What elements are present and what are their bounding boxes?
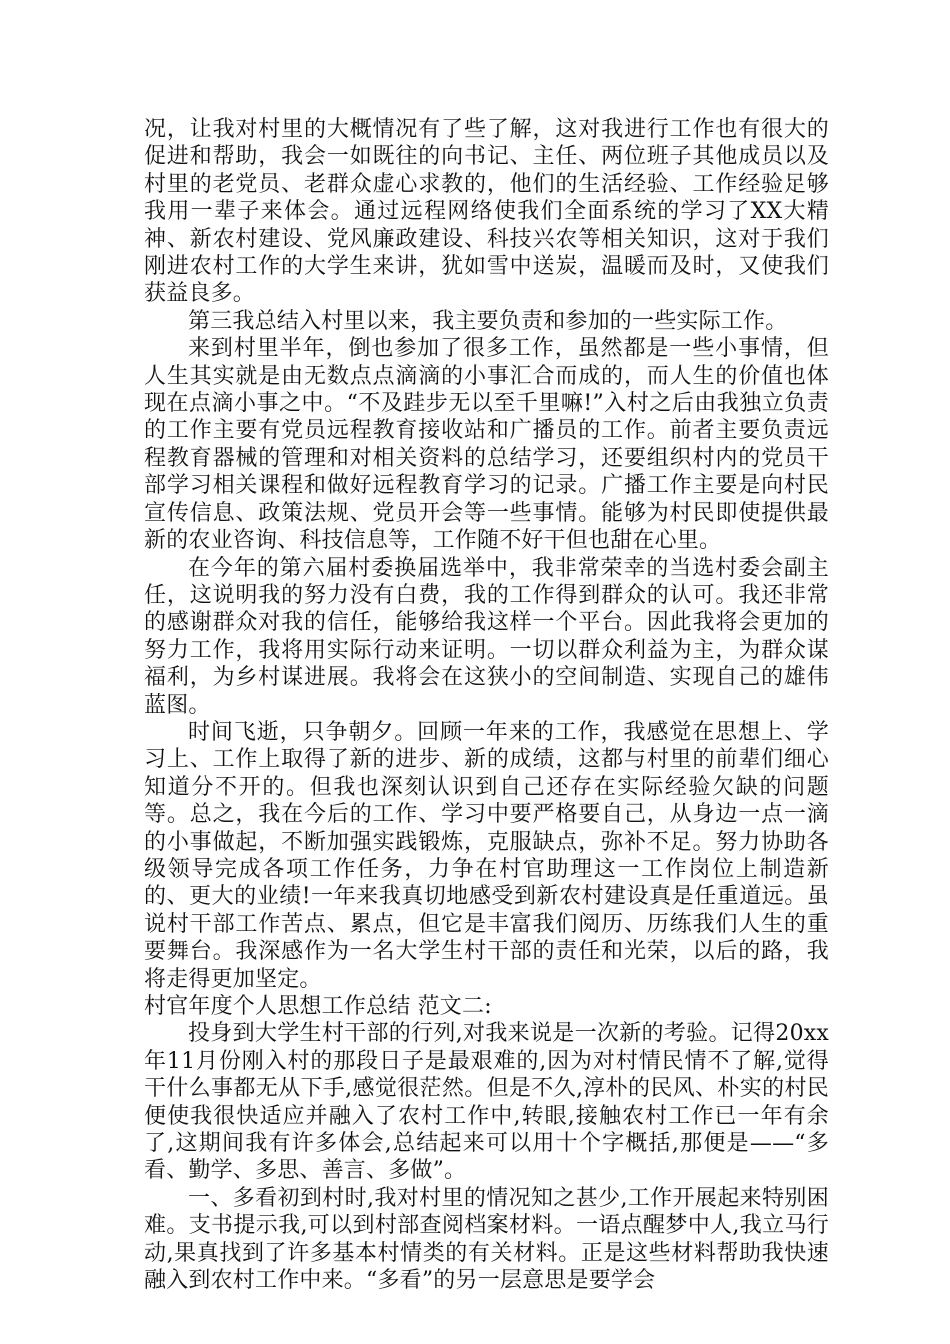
paragraph-continued: 况，让我对村里的大概情况有了些了解，这对我进行工作也有很大的促进和帮助，我会一如既往的向书记、主任、两位班子其他成员以及村里的老党员、老群众虚心求教的，他们的生活经验、工作经验足够我用一辈子来体会。通过远程网络使我们全面系统的学习了XX大精神、新农村建设、党风廉政建设、科技兴农等相关知识，这对于我们刚进农村工作的大学生来讲，犹如雪中送炭，温暖而及时，又使我们获益良多。 — [144, 117, 829, 307]
paragraph-third-point: 第三我总结入村里以来，我主要负责和参加的一些实际工作。 — [188, 308, 788, 334]
paragraph-summary: 时间飞逝，只争朝夕。回顾一年来的工作，我感觉在思想上、学习上、工作上取得了新的进步、新的成绩，这都与村里的前辈们细心知道分不开的。但我也深刻认识到自己还存在实际经验欠缺的问题等。总之，我在今后的工作、学习中要严格要自己，从身边一点一滴的小事做起，不断加强实践锻炼，克服缺点，弥补不足。努力协助各级领导完成各项工作任务，力争在村官助理这一工作岗位上制造新的、更大的业绩!一年来我真切地感受到新农村建设真是任重道远。虽说村干部工作苦点、累点，但它是丰富我们阅历、历练我们人生的重要舞台。我深感作为一名大学生村干部的责任和光荣，以后的路，我将走得更加坚定。 — [144, 719, 829, 992]
paragraph-election: 在今年的第六届村委换届选举中，我非常荣幸的当选村委会副主任，这说明我的努力没有白费，我的工作得到群众的认可。我还非常的感谢群众对我的信任，能够给我这样一个平台。因此我将会更加的努力工作，我将用实际行动来证明。一切以群众利益为主，为群众谋福利，为乡村谋进展。我将会在这狭小的空间制造、实现自己的雄伟蓝图。 — [144, 555, 829, 718]
paragraph-work-duties: 来到村里半年，倒也参加了很多工作，虽然都是一些小事情，但人生其实就是由无数点点滴滴的小事汇合而成的，而人生的价值也体现在点滴小事之中。“不及跬步无以至千里嘛!”入村之后由我独立负责的工作主要有党员远程教育接收站和广播员的工作。前者主要负责远程教育器械的管理和对相关资料的总结学习，还要组织村内的党员干部学习相关课程和做好远程教育学习的记录。广播工作主要是向村民宣传信息、政策法规、党员开会等一些事情。能够为村民即使提供最新的农业咨询、科技信息等，工作随不好干但也甜在心里。 — [144, 336, 829, 554]
paragraph-look-more: 一、多看初到村时,我对村里的情况知之甚少,工作开展起来特别困难。支书提示我,可以到村部查阅档案材料。一语点醒梦中人,我立马行动,果真找到了许多基本村情类的有关材料。正是这些材料帮助我快速融入到农村工作中来。“多看”的另一层意思是要学会 — [144, 1185, 829, 1294]
document-body — [144, 116, 829, 1294]
section-heading: 村官年度个人思想工作总结 范文二: — [144, 994, 492, 1019]
paragraph-intro-two: 投身到大学生村干部的行列,对我来说是一次新的考验。记得20xx年11月份刚入村的那段日子是最艰难的,因为对村情民情不了解,觉得干什么事都无从下手,感觉很茫然。但是不久,淳朴的民风、朴实的村民便使我很快适应并融入了农村工作中,转眼,接触农村工作已一年有余了,这期间我有许多体会,总结起来可以用十个字概括,那便是——“多看、勤学、多思、善言、多做”。 — [144, 1021, 829, 1184]
